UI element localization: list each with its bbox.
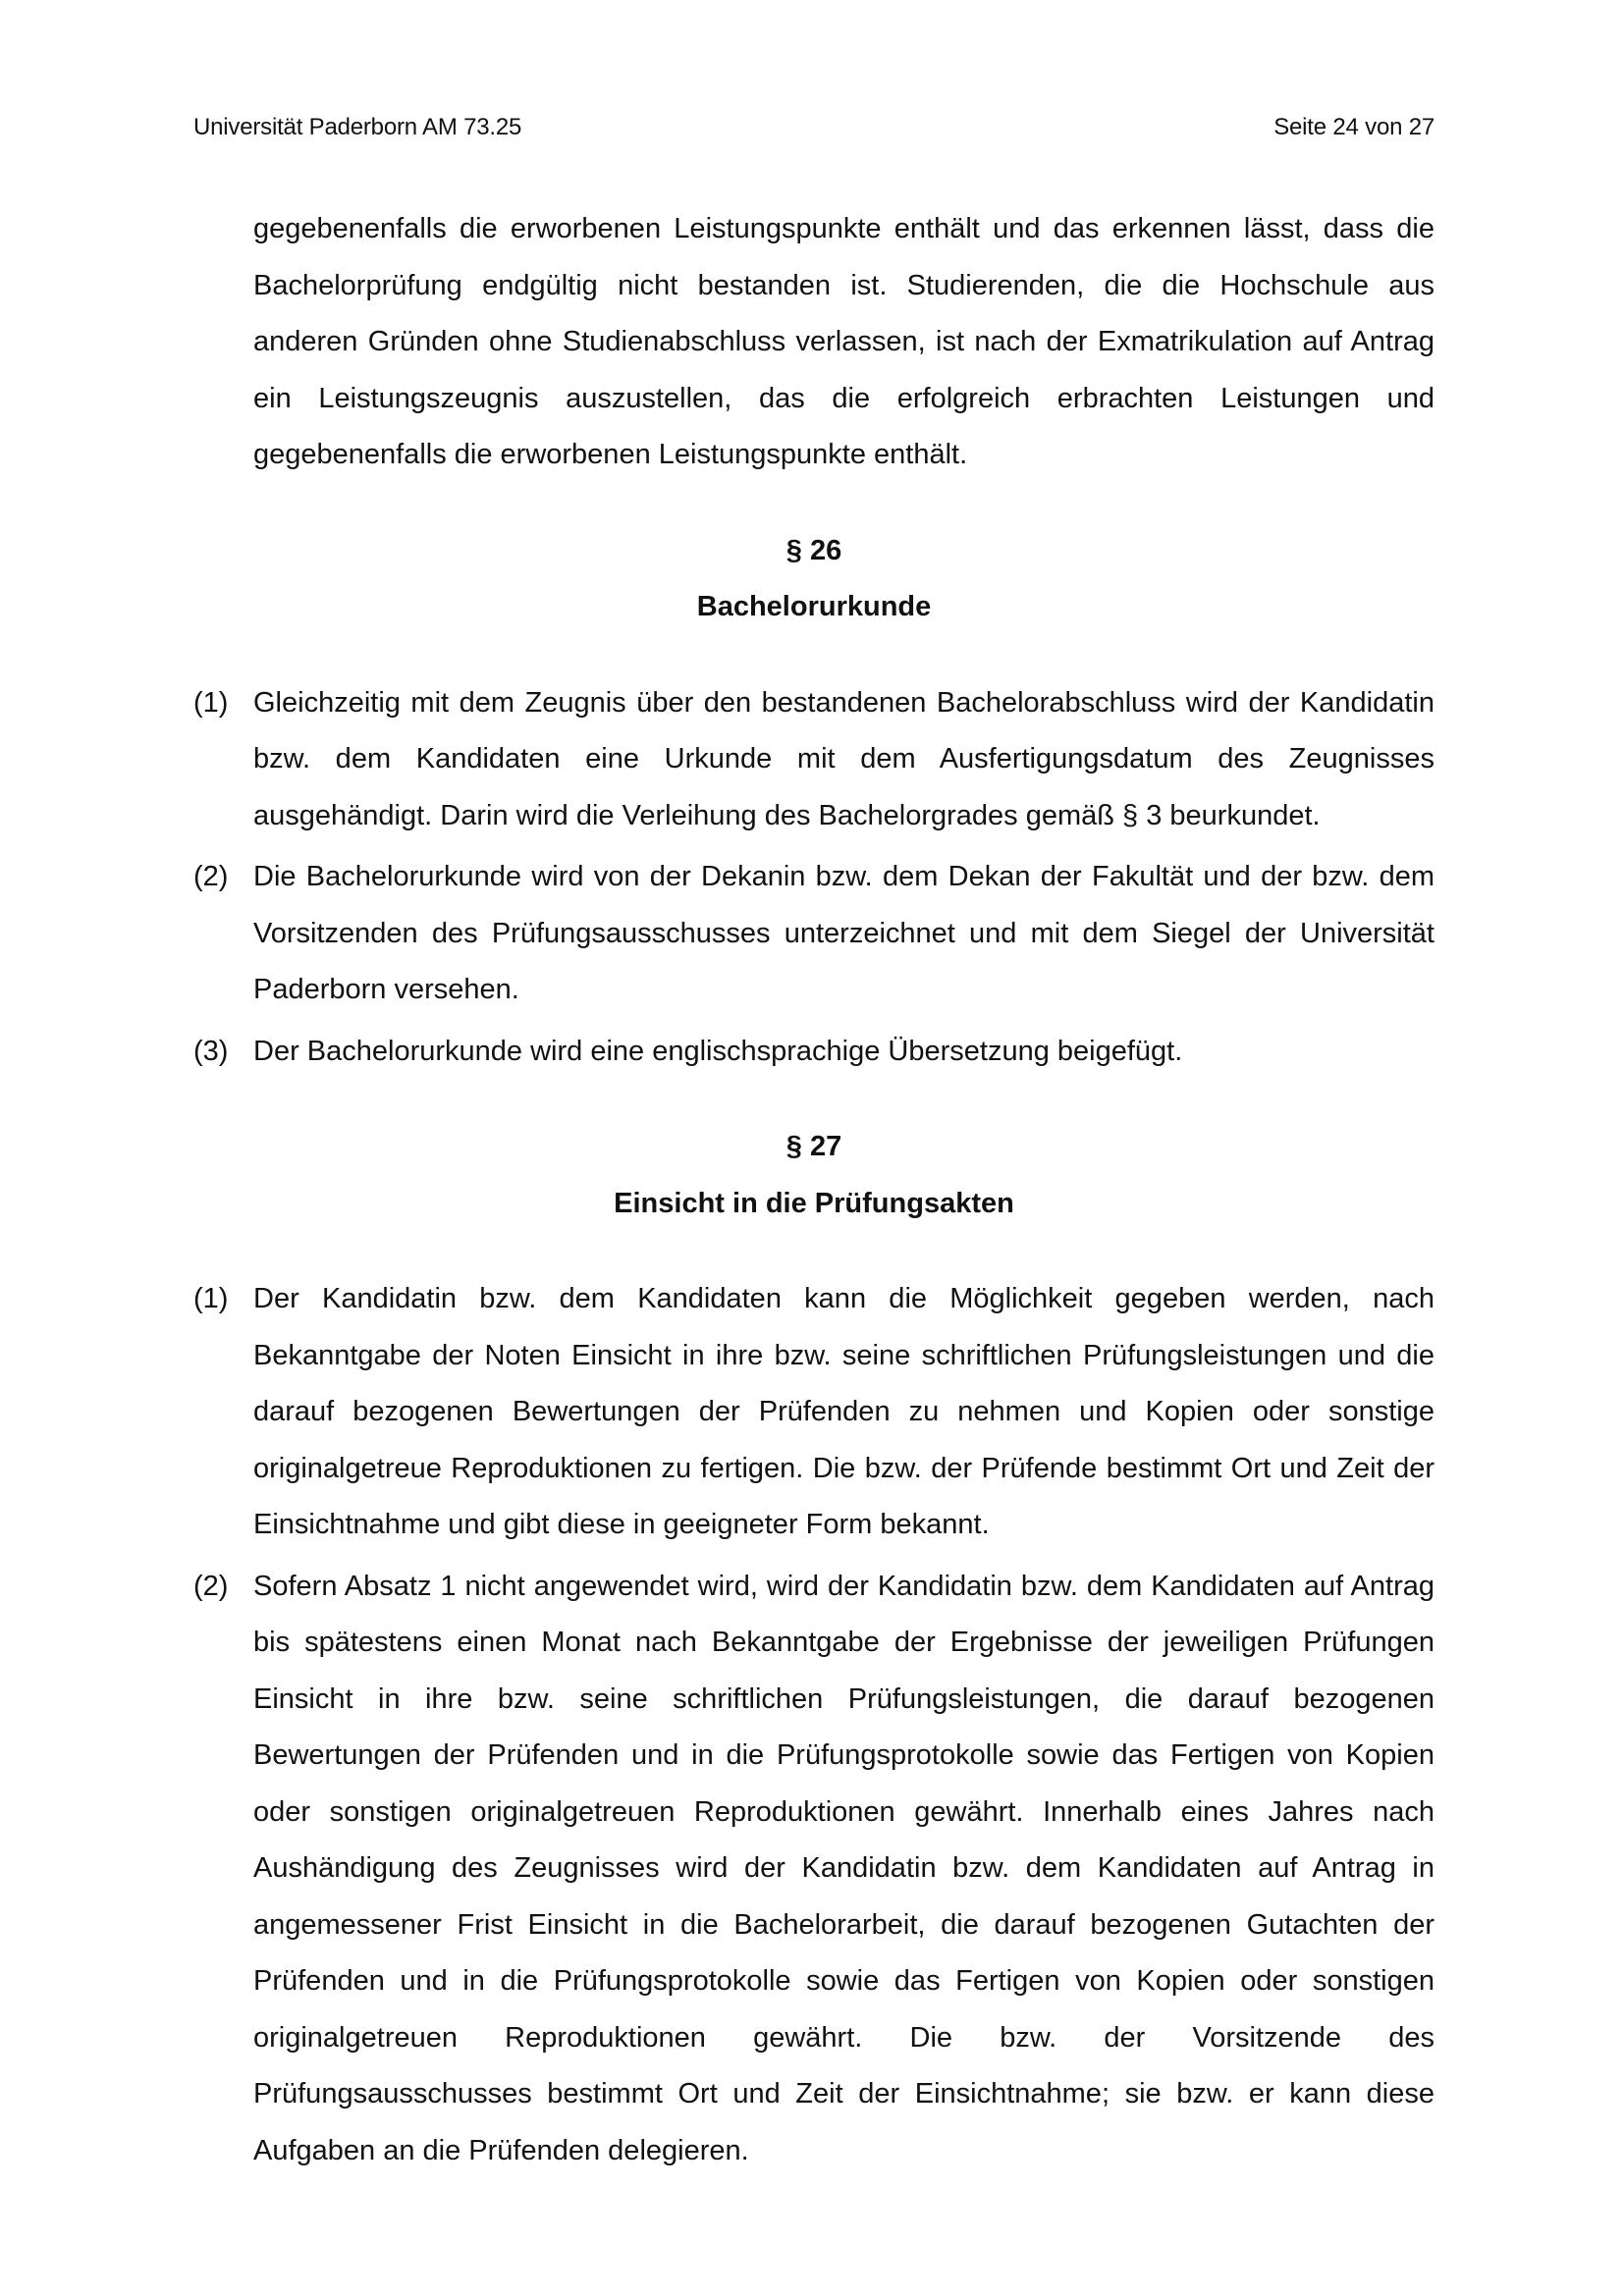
list-item xyxy=(193,849,1435,1019)
list-item xyxy=(193,1024,1435,1081)
item-number: (1) xyxy=(193,1283,229,1314)
section-number: § 26 xyxy=(785,534,842,566)
header-page-number: Seite 24 von 27 xyxy=(1273,114,1435,140)
item-text: Sofern Absatz 1 nicht angewendet wird, wird der Kandidatin bzw. dem Kandidaten auf Antrag bis spätestens einen Monat nach Bekanntgabe der Ergebnisse der jeweiligen Prüfungen Einsicht in ihre bzw. seine schriftlichen Prüfungsleistungen, die darauf bezogenen Bewertungen der Prüfenden und in die Prüfungsprotokolle sowie das Fertigen von Kopien oder sonstigen originalgetreuen Reproduktionen gewährt. Innerhalb eines Jahres nach Aushändigung des Zeugnisses wird der Kandidatin bzw. dem Kandidaten auf Antrag in angemessener Frist Einsicht in die Bachelorarbeit, die darauf bezogenen Gutachten der Prüfenden und in die Prüfungsprotokolle sowie das Fertigen von Kopien oder sonstigen originalgetreuen Reproduktionen gewährt. Die bzw. der Vorsitzende des Prüfungsausschusses bestimmt Ort und Zeit der Einsichtnahme; sie bzw. er kann diese Aufgaben an die Prüfenden delegieren. xyxy=(253,1570,1435,2166)
item-number: (2) xyxy=(193,861,229,892)
item-text: Die Bachelorurkunde wird von der Dekanin bzw. dem Dekan der Fakultät und der bzw. dem Vorsitzenden des Prüfungsausschusses unterzeichnet und mit dem Siegel der Universität Paderborn versehen. xyxy=(253,861,1435,1005)
page-header xyxy=(193,114,1435,141)
item-text: Der Bachelorurkunde wird eine englischsprachige Übersetzung beigefügt. xyxy=(253,1035,1183,1067)
item-text: Gleichzeitig mit dem Zeugnis über den bestandenen Bachelorabschluss wird der Kandidatin bzw. dem Kandidaten eine Urkunde mit dem Ausfertigungsdatum des Zeugnisses ausgehändigt. Darin wird die Verleihung des Bachelorgrades gemäß § 3 beurkundet. xyxy=(253,686,1435,831)
item-number: (3) xyxy=(193,1035,229,1067)
list-item xyxy=(193,1271,1435,1554)
section-title: Einsicht in die Prüfungsakten xyxy=(614,1187,1014,1219)
item-text: Der Kandidatin bzw. dem Kandidaten kann die Möglichkeit gegeben werden, nach Bekanntgabe der Noten Einsicht in ihre bzw. seine schriftlichen Prüfungsleistungen und die darauf bezogenen Bewertungen der Prüfenden zu nehmen und Kopien oder sonstige originalgetreue Reproduktionen zu fertigen. Die bzw. der Prüfende bestimmt Ort und Zeit der Einsichtnahme und gibt diese in geeigneter Form bekannt. xyxy=(253,1283,1435,1540)
item-number: (1) xyxy=(193,686,229,719)
document-body xyxy=(193,201,1435,2184)
section-title: Bachelorurkunde xyxy=(696,591,932,622)
list-item xyxy=(193,1559,1435,2180)
item-number: (2) xyxy=(193,1570,229,1602)
continuation-paragraph: gegebenenfalls die erworbenen Leistungspunkte enthält und das erkennen lässt, dass die Bachelorprüfung endgültig nicht bestanden ist. Studierenden, die die Hochschule aus anderen Gründen ohne Studienabschluss verlassen, ist nach der Exmatrikulation auf Antrag ein Leistungszeugnis auszustellen, das die erfolgreich erbrachten Leistungen und gegebenenfalls die erworbenen Leistungspunkte enthält. xyxy=(253,213,1435,470)
list-item xyxy=(193,675,1435,845)
header-document-id: Universität Paderborn AM 73.25 xyxy=(193,114,522,140)
section-number: § 27 xyxy=(785,1131,842,1162)
